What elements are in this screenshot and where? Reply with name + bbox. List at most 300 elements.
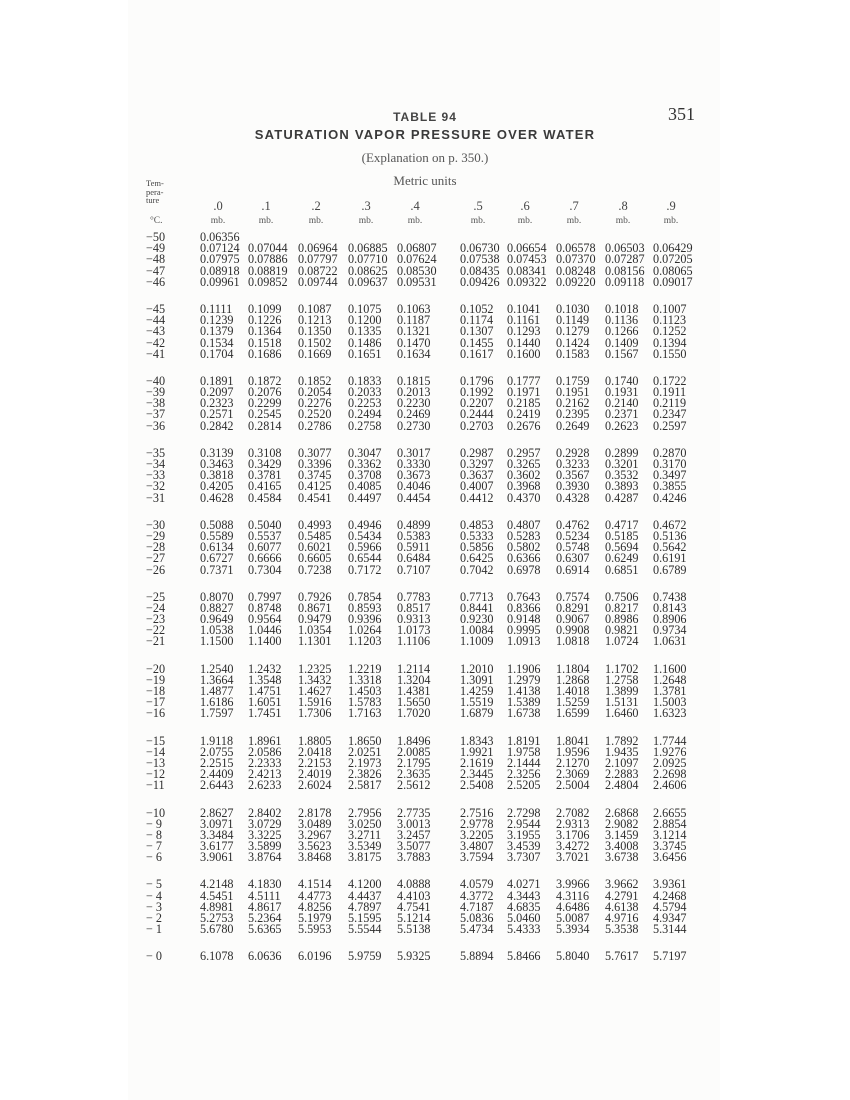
value-cell: 2.7516 — [460, 805, 494, 820]
value-cell: 3.9966 — [556, 877, 590, 892]
value-cell: 0.8517 — [397, 600, 431, 615]
value-cell: 3.7594 — [460, 850, 494, 865]
value-cell: 1.8805 — [298, 733, 332, 748]
value-cell: 0.4454 — [397, 490, 431, 505]
value-cell: 3.5899 — [248, 839, 282, 854]
value-cell: 2.4804 — [605, 778, 639, 793]
value-cell: 1.0264 — [348, 623, 382, 638]
value-cell: 4.3116 — [556, 888, 590, 903]
value-cell: 0.5234 — [556, 528, 590, 543]
temperature-header-line: pera- — [146, 186, 164, 197]
temperature-cell: − 3 — [146, 899, 163, 914]
value-cell: 1.4751 — [248, 684, 282, 698]
value-cell: 0.7172 — [348, 562, 382, 577]
column-header: .9 — [666, 199, 676, 213]
value-cell: 0.2185 — [507, 396, 541, 411]
value-cell: 0.1018 — [605, 301, 639, 316]
value-cell: 0.3968 — [507, 479, 541, 494]
temperature-cell: −19 — [146, 672, 166, 687]
value-cell: 0.1911 — [653, 385, 687, 400]
column-unit: mb. — [615, 216, 631, 226]
value-cell: 1.8650 — [348, 733, 382, 748]
value-cell: 1.0538 — [200, 623, 234, 638]
temperature-cell: − 9 — [146, 816, 163, 831]
temperature-header-line: ture — [146, 195, 160, 205]
temperature-cell: −38 — [146, 396, 166, 411]
value-cell: 0.2033 — [348, 385, 382, 400]
value-cell: 2.3445 — [460, 767, 494, 782]
value-cell: 5.3934 — [556, 922, 590, 937]
value-cell: 1.1301 — [298, 634, 332, 649]
value-cell: 0.7574 — [556, 589, 590, 604]
value-cell: 1.6051 — [248, 695, 282, 710]
value-cell: 1.6323 — [653, 706, 687, 721]
value-cell: 4.0888 — [397, 877, 431, 892]
value-cell: 0.3265 — [507, 457, 541, 471]
value-cell: 0.1534 — [200, 335, 234, 350]
value-cell: 5.4734 — [460, 922, 494, 937]
value-cell: 0.1174 — [460, 313, 494, 328]
value-cell: 0.4807 — [507, 517, 541, 532]
value-cell: 0.07044 — [248, 241, 288, 256]
value-cell: 1.7163 — [348, 706, 382, 721]
value-cell: 1.1009 — [460, 634, 494, 649]
value-cell: 0.8593 — [348, 600, 382, 615]
value-cell: 0.06654 — [507, 241, 547, 256]
temperature-cell: −46 — [146, 274, 166, 289]
value-cell: 1.6186 — [200, 695, 234, 710]
value-cell: 1.9596 — [556, 744, 590, 759]
value-cell: 4.4773 — [298, 888, 332, 903]
value-cell: 3.4807 — [460, 839, 494, 854]
value-cell: 0.1394 — [653, 335, 687, 350]
value-cell: 2.0925 — [653, 755, 687, 770]
value-cell: 0.5856 — [460, 540, 494, 555]
value-cell: 0.2469 — [397, 407, 431, 422]
temperature-cell: −30 — [146, 517, 166, 532]
temperature-cell: −44 — [146, 313, 166, 328]
value-cell: 0.2119 — [653, 396, 687, 411]
value-cell: 2.2153 — [298, 755, 332, 770]
value-cell: 1.7020 — [397, 706, 431, 721]
value-cell: 0.1279 — [556, 324, 590, 339]
value-cell: 0.4541 — [298, 490, 332, 505]
value-cell: 2.4019 — [298, 767, 332, 782]
value-cell: 1.7744 — [653, 733, 687, 748]
value-cell: 0.2730 — [397, 418, 431, 433]
value-cell: 5.1214 — [397, 911, 431, 925]
value-cell: 0.1502 — [298, 335, 332, 350]
value-cell: 0.6727 — [200, 551, 234, 566]
value-cell: 0.1307 — [460, 324, 494, 339]
value-cell: 4.3772 — [460, 888, 494, 903]
value-cell: 0.5434 — [348, 528, 382, 543]
value-cell: 0.2703 — [460, 418, 494, 433]
value-cell: 0.2253 — [348, 396, 382, 411]
value-cell: 2.6868 — [605, 805, 639, 820]
temperature-cell: −31 — [146, 490, 166, 505]
value-cell: 0.2987 — [460, 445, 494, 460]
value-cell: 0.2758 — [348, 418, 382, 433]
value-cell: 1.9118 — [200, 733, 234, 748]
value-cell: 1.5650 — [397, 695, 431, 710]
value-cell: 4.6486 — [556, 899, 590, 914]
value-cell: 4.1200 — [348, 877, 382, 892]
value-cell: 0.06885 — [348, 241, 388, 256]
value-cell: 0.2494 — [348, 407, 382, 422]
value-cell: 5.5138 — [397, 922, 431, 937]
temperature-cell: −14 — [146, 744, 166, 759]
value-cell: 0.1063 — [397, 301, 431, 316]
temperature-cell: − 5 — [146, 877, 163, 892]
value-cell: 0.1252 — [653, 324, 687, 339]
value-cell: 0.3497 — [653, 468, 687, 483]
value-cell: 1.7306 — [298, 706, 332, 721]
value-cell: 2.2333 — [248, 755, 282, 770]
value-cell: 0.1815 — [397, 373, 431, 388]
value-cell: 0.07886 — [248, 252, 288, 267]
temperature-cell: −12 — [146, 767, 166, 782]
value-cell: 0.1634 — [397, 346, 431, 361]
value-cell: 3.0489 — [298, 816, 332, 831]
value-cell: 0.1200 — [348, 313, 382, 328]
value-cell: 1.3899 — [605, 684, 639, 698]
value-cell: 0.4672 — [653, 517, 687, 532]
units-caption: Metric units — [393, 173, 457, 188]
value-cell: 0.6605 — [298, 551, 332, 566]
value-cell: 3.8764 — [248, 850, 282, 865]
value-cell: 1.8343 — [460, 733, 494, 748]
value-cell: 1.3318 — [348, 672, 382, 687]
temperature-cell: −28 — [146, 540, 166, 555]
column-header: .8 — [618, 199, 628, 213]
value-cell: 0.4125 — [298, 479, 332, 494]
value-cell: 2.8627 — [200, 805, 234, 820]
value-cell: 0.08341 — [507, 263, 547, 278]
value-cell: 1.8191 — [507, 733, 541, 748]
value-cell: 0.07975 — [200, 252, 240, 267]
value-cell: 0.1567 — [605, 346, 639, 361]
value-cell: 0.4946 — [348, 517, 382, 532]
value-cell: 0.5966 — [348, 540, 382, 555]
value-cell: 0.1041 — [507, 301, 541, 316]
value-cell: 2.1097 — [605, 755, 639, 770]
value-cell: 0.8143 — [653, 600, 687, 615]
column-header: .6 — [520, 199, 530, 213]
value-cell: 0.1335 — [348, 324, 382, 339]
value-cell: 0.1455 — [460, 335, 494, 350]
value-cell: 3.0250 — [348, 816, 382, 831]
value-cell: 0.9908 — [556, 623, 590, 638]
value-cell: 0.6191 — [653, 551, 687, 566]
value-cell: 1.1600 — [653, 661, 687, 676]
value-cell: 0.3532 — [605, 468, 639, 483]
value-cell: 0.7643 — [507, 589, 541, 604]
value-cell: 0.2597 — [653, 418, 687, 433]
value-cell: 0.2097 — [200, 385, 234, 400]
value-cell: 1.6599 — [556, 706, 590, 721]
value-cell: 5.0087 — [556, 911, 590, 925]
temperature-cell: −18 — [146, 684, 166, 698]
temperature-cell: −11 — [146, 778, 165, 793]
value-cell: 1.4503 — [348, 684, 382, 698]
value-cell: 0.1600 — [507, 346, 541, 361]
value-cell: 2.7735 — [397, 805, 431, 820]
value-cell: 0.9734 — [653, 623, 687, 638]
temperature-cell: −36 — [146, 418, 166, 433]
value-cell: 5.7197 — [653, 949, 687, 964]
value-cell: 0.2419 — [507, 407, 541, 422]
value-cell: 1.9921 — [460, 744, 494, 759]
value-cell: 0.2162 — [556, 396, 590, 411]
value-cell: 0.1409 — [605, 335, 639, 350]
temperature-cell: −35 — [146, 445, 166, 460]
value-cell: 0.2571 — [200, 407, 234, 422]
value-cell: 0.1123 — [653, 313, 687, 328]
value-cell: 0.2545 — [248, 407, 282, 422]
value-cell: 0.1187 — [397, 313, 431, 328]
temperature-cell: − 0 — [146, 949, 163, 964]
value-cell: 0.4328 — [556, 490, 590, 505]
value-cell: 2.7082 — [556, 805, 590, 820]
value-cell: 1.1203 — [348, 634, 382, 649]
temperature-cell: −17 — [146, 695, 166, 710]
temperature-cell: −39 — [146, 385, 166, 400]
value-cell: 0.2520 — [298, 407, 332, 422]
value-cell: 1.5259 — [556, 695, 590, 710]
value-cell: 0.3893 — [605, 479, 639, 494]
value-cell: 2.8178 — [298, 805, 332, 820]
temperature-cell: −27 — [146, 551, 166, 566]
value-cell: 0.09531 — [397, 274, 437, 289]
column-header: .5 — [473, 199, 483, 213]
value-cell: 0.9564 — [248, 612, 282, 627]
temperature-header — [146, 179, 164, 205]
value-cell: 3.8175 — [348, 850, 382, 865]
value-cell: 0.3567 — [556, 468, 590, 483]
value-cell: 0.1931 — [605, 385, 639, 400]
value-cell: 0.1852 — [298, 373, 332, 388]
value-cell: 3.1955 — [507, 827, 541, 842]
value-cell: 5.3144 — [653, 922, 687, 937]
value-cell: 2.7956 — [348, 805, 382, 820]
table-subtitle: (Explanation on p. 350.) — [361, 150, 489, 165]
value-cell: 0.1052 — [460, 301, 494, 316]
value-cell: 0.1550 — [653, 346, 687, 361]
value-cell: 4.6835 — [507, 899, 541, 914]
value-cell: 0.6851 — [605, 562, 639, 577]
value-cell: 2.1795 — [397, 755, 431, 770]
value-cell: 0.06578 — [556, 241, 596, 256]
value-cell: 0.3077 — [298, 445, 332, 460]
value-cell: 0.9995 — [507, 623, 541, 638]
value-cell: 0.1161 — [507, 313, 541, 328]
value-cell: 5.3538 — [605, 922, 639, 937]
value-cell: 4.5794 — [653, 899, 687, 914]
value-cell: 0.5333 — [460, 528, 494, 543]
value-cell: 0.09220 — [556, 274, 596, 289]
value-cell: 0.1321 — [397, 324, 431, 339]
value-cell: 2.6443 — [200, 778, 234, 793]
value-cell: 2.8854 — [653, 816, 687, 831]
column-unit: mb. — [663, 216, 679, 226]
value-cell: 0.4762 — [556, 517, 590, 532]
value-cell: 0.1796 — [460, 373, 494, 388]
temperature-cell: −43 — [146, 324, 166, 339]
value-cell: 0.2323 — [200, 396, 234, 411]
column-header: .3 — [361, 199, 371, 213]
value-cell: 0.8748 — [248, 600, 282, 615]
value-cell: 2.5817 — [348, 778, 382, 793]
value-cell: 0.09637 — [348, 274, 388, 289]
value-cell: 0.1704 — [200, 346, 234, 361]
value-cell: 0.4165 — [248, 479, 282, 494]
value-cell: 0.09744 — [298, 274, 338, 289]
value-cell: 0.9649 — [200, 612, 234, 627]
value-cell: 1.2432 — [248, 661, 282, 676]
value-cell: 6.0196 — [298, 949, 332, 964]
value-cell: 0.09852 — [248, 274, 288, 289]
temperature-cell: −24 — [146, 600, 166, 615]
value-cell: 0.6366 — [507, 551, 541, 566]
temperature-cell: −20 — [146, 661, 166, 676]
value-cell: 1.3781 — [653, 684, 687, 698]
value-cell: 5.8894 — [460, 949, 494, 964]
value-cell: 0.9479 — [298, 612, 332, 627]
value-cell: 4.2468 — [653, 888, 687, 903]
value-cell: 0.2786 — [298, 418, 332, 433]
value-cell: 0.1075 — [348, 301, 382, 316]
value-cell: 0.6789 — [653, 562, 687, 577]
value-cell: 0.9148 — [507, 612, 541, 627]
value-cell: 0.07453 — [507, 252, 547, 267]
value-cell: 0.1440 — [507, 335, 541, 350]
value-cell: 2.1444 — [507, 755, 541, 770]
value-cell: 0.1669 — [298, 346, 332, 361]
value-cell: 2.1270 — [556, 755, 590, 770]
value-cell: 0.8441 — [460, 600, 494, 615]
value-cell: 2.3635 — [397, 767, 431, 782]
value-cell: 0.1518 — [248, 335, 282, 350]
temperature-cell: −10 — [146, 805, 166, 820]
value-cell: 1.1500 — [200, 634, 234, 649]
value-cell: 0.4046 — [397, 479, 431, 494]
value-cell: 1.4018 — [556, 684, 590, 698]
value-cell: 4.9716 — [605, 911, 639, 925]
value-cell: 1.0084 — [460, 623, 494, 638]
value-cell: 0.3855 — [653, 479, 687, 494]
value-cell: 0.07124 — [200, 241, 240, 256]
value-cell: 0.7854 — [348, 589, 382, 604]
value-cell: 2.3256 — [507, 767, 541, 782]
value-cell: 0.2276 — [298, 396, 332, 411]
value-cell: 3.4008 — [605, 839, 639, 854]
value-cell: 5.1595 — [348, 911, 382, 925]
value-cell: 0.08722 — [298, 263, 338, 278]
temperature-cell: −48 — [146, 252, 166, 267]
value-cell: 0.08248 — [556, 263, 596, 278]
value-cell: 3.0013 — [397, 816, 431, 831]
value-cell: 0.3201 — [605, 457, 639, 471]
value-cell: 0.8217 — [605, 600, 639, 615]
value-cell: 0.5694 — [605, 540, 639, 555]
value-cell: 1.2648 — [653, 672, 687, 687]
value-cell: 0.4899 — [397, 517, 431, 532]
value-cell: 0.3233 — [556, 457, 590, 471]
value-cell: 1.1702 — [605, 661, 639, 676]
value-cell: 0.3818 — [200, 468, 234, 483]
value-cell: 3.6177 — [200, 839, 234, 854]
value-cell: 0.3930 — [556, 479, 590, 494]
value-cell: 0.2899 — [605, 445, 639, 460]
value-cell: 1.1804 — [556, 661, 590, 676]
value-cell: 5.4333 — [507, 922, 541, 937]
value-cell: 0.9821 — [605, 623, 639, 638]
value-cell: 0.1087 — [298, 301, 332, 316]
value-cell: 1.4877 — [200, 684, 234, 698]
value-cell: 0.06730 — [460, 241, 500, 256]
value-cell: 0.4007 — [460, 479, 494, 494]
temperature-cell: −37 — [146, 407, 166, 422]
value-cell: 0.08065 — [653, 263, 693, 278]
value-cell: 0.3708 — [348, 468, 382, 483]
temperature-cell: −50 — [146, 230, 166, 244]
value-cell: 0.1111 — [200, 301, 233, 316]
value-cell: 2.1619 — [460, 755, 494, 770]
value-cell: 0.1350 — [298, 324, 332, 339]
value-cell: 2.1973 — [348, 755, 382, 770]
value-cell: 0.1971 — [507, 385, 541, 400]
temperature-cell: −16 — [146, 706, 166, 721]
value-cell: 3.4272 — [556, 839, 590, 854]
value-cell: 0.7713 — [460, 589, 494, 604]
value-cell: 0.06356 — [200, 230, 240, 244]
table-label: TABLE 94 — [393, 110, 457, 124]
value-cell: 0.8986 — [605, 612, 639, 627]
value-cell: 3.8468 — [298, 850, 332, 865]
value-cell: 4.5451 — [200, 888, 234, 903]
value-cell: 0.1722 — [653, 373, 687, 388]
value-cell: 5.8040 — [556, 949, 590, 964]
value-cell: 1.5916 — [298, 695, 332, 710]
value-cell: 0.5802 — [507, 540, 541, 555]
value-cell: 0.5911 — [397, 540, 431, 555]
value-cell: 3.2205 — [460, 827, 494, 842]
value-cell: 2.2515 — [200, 755, 234, 770]
value-cell: 2.5612 — [397, 778, 431, 793]
value-cell: 2.9778 — [460, 816, 494, 831]
value-cell: 5.6780 — [200, 922, 234, 937]
column-unit: mb. — [407, 216, 423, 226]
value-cell: 3.1459 — [605, 827, 639, 842]
temperature-cell: −40 — [146, 373, 166, 388]
value-cell: 2.6024 — [298, 778, 332, 793]
value-cell: 0.9067 — [556, 612, 590, 627]
value-cell: 0.2395 — [556, 407, 590, 422]
value-cell: 0.1099 — [248, 301, 282, 316]
value-cell: 1.2979 — [507, 672, 541, 687]
value-cell: 0.1486 — [348, 335, 382, 350]
value-cell: 0.07205 — [653, 252, 693, 267]
value-cell: 0.08530 — [397, 263, 437, 278]
value-cell: 5.9325 — [397, 949, 431, 964]
column-header: .7 — [569, 199, 579, 213]
value-cell: 0.07287 — [605, 252, 645, 267]
column-unit: mb. — [470, 216, 486, 226]
value-cell: 2.9082 — [605, 816, 639, 831]
value-cell: 0.08625 — [348, 263, 388, 278]
value-cell: 0.8906 — [653, 612, 687, 627]
